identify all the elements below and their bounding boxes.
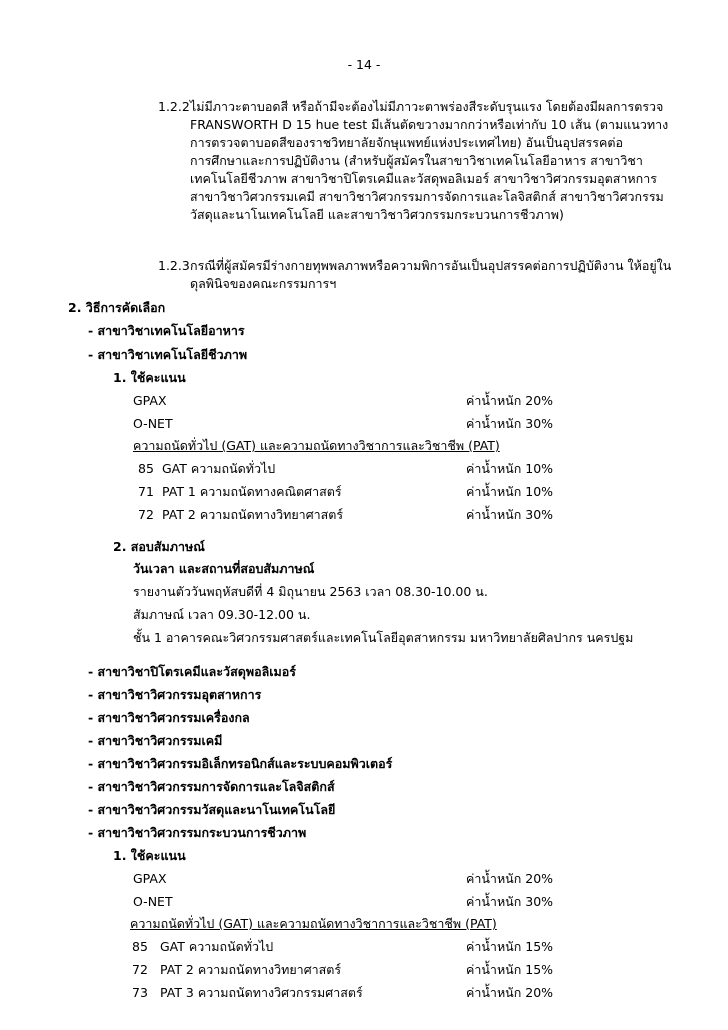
score-weight: ค่าน้ำหนัก 10% [466,461,554,476]
criterion-text [190,257,670,293]
score-name: PAT 1 ความถนัดทางคณิตศาสตร์ [162,484,342,499]
criterion-line: ไม่มีภาวะตาบอดสี หรือถ้ามีจะต้องไม่มีภาวะตาพร่องสีระดับรุนแรง โดยต้องมีผลการตรวจ [190,99,664,114]
criterion-line: FRANSWORTH D 15 hue test มีเส้นตัดขวางมากกว่าหรือเท่ากับ 10 เส้น (ตามแนวทาง [190,117,669,132]
criterion-line: กรณีที่ผู้สมัครมีร่างกายทุพพลภาพหรือความพิการอันเป็นอุปสรรคต่อการปฏิบัติงาน ให้อยู่ใน [190,258,672,273]
score-name: O-NET [133,894,173,909]
score-name: PAT 2 ความถนัดทางวิทยาศาสตร์ [162,507,344,522]
score-name: PAT 2 ความถนัดทางวิทยาศาสตร์ [160,962,342,977]
score-weight: ค่าน้ำหนัก 15% [466,962,554,977]
major-item: - สาขาวิชาวิศวกรรมอิเล็กทรอนิกส์และระบบคอมพิวเตอร์ [88,756,393,771]
criterion-text [190,98,670,224]
major-item: - สาขาวิชาวิศวกรรมวัสดุและนาโนเทคโนโลยี [88,802,336,817]
score-weight: ค่าน้ำหนัก 30% [466,894,554,909]
interview-line: สัมภาษณ์ เวลา 09.30-12.00 น. [133,607,311,622]
criterion-line: ดุลพินิจของคณะกรรมการฯ [190,276,337,291]
score-name: PAT 3 ความถนัดทางวิศวกรรมศาสตร์ [160,985,363,1000]
page-number: - 14 - [347,57,381,72]
score-name: O-NET [133,416,173,431]
score-weight: ค่าน้ำหนัก 30% [466,507,554,522]
criterion-number: 1.2.2 [158,99,190,114]
score-code: 85 [132,939,148,954]
score-code: 71 [138,484,154,499]
score-code: 72 [138,507,154,522]
major-item: - สาขาวิชาวิศวกรรมเคมี [88,733,223,748]
score-weight: ค่าน้ำหนัก 10% [466,484,554,499]
score-weight: ค่าน้ำหนัก 20% [466,985,554,1000]
score-name: GAT ความถนัดทั่วไป [160,939,274,954]
score-weight: ค่าน้ำหนัก 20% [466,871,554,886]
score-weight: ค่าน้ำหนัก 20% [466,393,554,408]
criterion-number: 1.2.3 [158,258,190,273]
major-item: - สาขาวิชาวิศวกรรมเครื่องกล [88,710,250,725]
section-title: 2. วิธีการคัดเลือก [68,300,166,315]
score-code: 73 [132,985,148,1000]
criterion-line: การศึกษาและการปฏิบัติงาน (สำหรับผู้สมัครในสาขาวิชาเทคโนโลยีอาหาร สาขาวิชา [190,153,643,168]
criterion-line: เทคโนโลยีชีวภาพ สาขาวิชาปิโตรเคมีและวัสดุพอลิเมอร์ สาขาวิชาวิศวกรรมอุตสาหการ [190,171,657,186]
score-heading: 1. ใช้คะแนน [113,370,186,385]
score-name: GPAX [133,393,167,408]
gat-pat-heading: ความถนัดทั่วไป (GAT) และความถนัดทางวิชาการและวิชาชีพ (PAT) [130,916,497,931]
score-weight: ค่าน้ำหนัก 30% [466,416,554,431]
major-item: - สาขาวิชาปิโตรเคมีและวัสดุพอลิเมอร์ [88,664,296,679]
major-item: - สาขาวิชาวิศวกรรมอุตสาหการ [88,687,262,702]
major-item: - สาขาวิชาวิศวกรรมกระบวนการชีวภาพ [88,825,307,840]
major-item: - สาขาวิชาเทคโนโลยีชีวภาพ [88,347,248,362]
criterion-line: การตรวจตาบอดสีของราชวิทยาลัยจักษุแพทย์แห่งประเทศไทย) อันเป็นอุปสรรคต่อ [190,135,623,150]
criterion-line: วัสดุและนาโนเทคโนโลยี และสาขาวิชาวิศวกรรมกระบวนการชีวภาพ) [190,207,564,222]
score-code: 85 [138,461,154,476]
criterion-line: สาขาวิชาวิศวกรรมเคมี สาขาวิชาวิศวกรรมการจัดการและโลจิสติกส์ สาขาวิชาวิศวกรรม [190,189,664,204]
score-name: GPAX [133,871,167,886]
score-weight: ค่าน้ำหนัก 15% [466,939,554,954]
score-name: GAT ความถนัดทั่วไป [162,461,276,476]
interview-line: ชั้น 1 อาคารคณะวิศวกรรมศาสตร์และเทคโนโลยีอุตสาหกรรม มหาวิทยาลัยศิลปากร นครปฐม [133,630,634,645]
score-code: 72 [132,962,148,977]
interview-subheading: วันเวลา และสถานที่สอบสัมภาษณ์ [133,561,315,576]
interview-heading: 2. สอบสัมภาษณ์ [113,539,205,554]
major-item: - สาขาวิชาเทคโนโลยีอาหาร [88,323,245,338]
score-heading: 1. ใช้คะแนน [113,848,186,863]
major-item: - สาขาวิชาวิศวกรรมการจัดการและโลจิสติกส์ [88,779,335,794]
interview-line: รายงานตัววันพฤหัสบดีที่ 4 มิถุนายน 2563 เวลา 08.30-10.00 น. [133,584,488,599]
gat-pat-heading: ความถนัดทั่วไป (GAT) และความถนัดทางวิชาการและวิชาชีพ (PAT) [133,438,500,453]
